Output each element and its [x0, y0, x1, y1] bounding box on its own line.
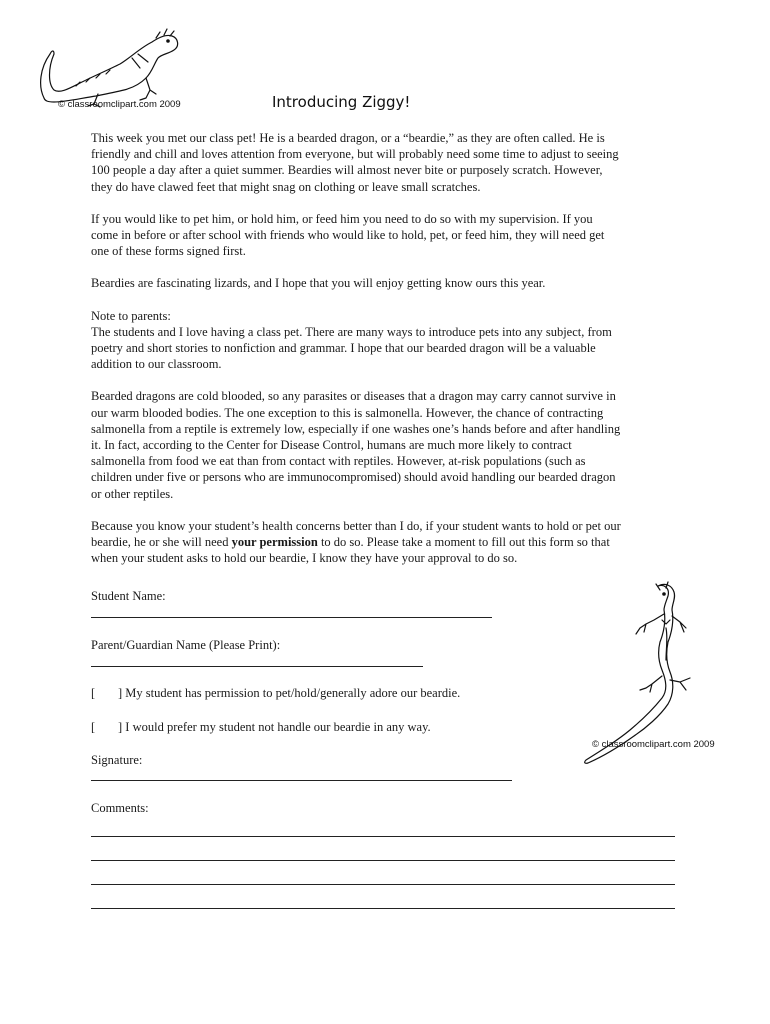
text-line: If you would like to pet him, or hold him, or feed him you need to do so with my supervision. If you: [91, 211, 593, 226]
parents-paragraph-3: [91, 518, 691, 567]
permission-option-allow[interactable]: [91, 686, 460, 701]
clipart-credit-top: © classroomclipart.com 2009: [58, 99, 181, 110]
student-name-field: [91, 588, 166, 604]
parent-name-label: Parent/Guardian Name (Please Print):: [91, 638, 281, 652]
intro-paragraph-1: [91, 130, 691, 195]
option-deny-label: ] I would prefer my student not handle our beardie in any way.: [118, 720, 431, 734]
parents-heading: Note to parents:: [91, 308, 171, 323]
option-allow-label: ] My student has permission to pet/hold/generally adore our beardie.: [118, 686, 461, 700]
permission-option-deny[interactable]: [91, 720, 431, 735]
parent-name-field: [91, 637, 280, 653]
text-line: This week you met our class pet! He is a bearded dragon, or a “beardie,” as they are often called. He is: [91, 131, 605, 145]
page-title: Introducing Ziggy!: [272, 93, 411, 111]
comments-line[interactable]: [91, 836, 675, 837]
comments-line[interactable]: [91, 860, 675, 861]
comments-line[interactable]: [91, 908, 675, 909]
text-line: friendly and chill and loves attention from everyone, but will probably need some time to adjust to seeing: [91, 147, 619, 162]
text-line: Because you know your student’s health concerns better than I do, if your student wants to hold or pet our: [91, 518, 621, 533]
text-line: poetry and short stories to nonfiction and grammar. I hope that our bearded dragon will be a valuable: [91, 341, 596, 356]
text-line: The students and I love having a class pet. There are many ways to introduce pets into any subject, from: [91, 324, 612, 339]
student-name-label: Student Name:: [91, 589, 166, 603]
bearded-dragon-illustration-top: [36, 28, 186, 110]
permission-emphasis: your permission: [231, 535, 318, 550]
parents-paragraph-2: [91, 388, 691, 501]
text-line: come in before or after school with friends who would like to hold, pet, or feed him, they will need get: [91, 228, 605, 243]
text-line: beardie, he or she will need: [91, 535, 232, 550]
text-line: children under five or persons who are immunocompromised) should avoid handling our bearded dragon: [91, 470, 616, 485]
parent-name-input-line[interactable]: [91, 666, 423, 667]
comments-field: [91, 800, 149, 816]
text-line: salmonella from a reptile is extremely low, especially if one washes one’s hands before and after handling: [91, 421, 621, 436]
intro-paragraph-3: Beardies are fascinating lizards, and I hope that you will enjoy getting know ours this year.: [91, 276, 546, 291]
letter-body: [91, 130, 691, 566]
parents-note: [91, 308, 691, 373]
text-line: addition to our classroom.: [91, 357, 222, 372]
text-line: one of these forms signed first.: [91, 244, 246, 259]
text-line: salmonella from food we eat than from contact with reptiles. However, at-risk populations (such as: [91, 454, 586, 469]
text-line: or other reptiles.: [91, 486, 174, 501]
text-line: 100 people a day after a quiet summer. Beardies will almost never bite or purposely scratch. However,: [91, 163, 603, 178]
signature-field: [91, 752, 142, 768]
checkbox-deny[interactable]: [: [91, 720, 96, 734]
text-line: our warm blooded bodies. The one exception to this is salmonella. However, the chance of contracting: [91, 405, 604, 420]
signature-label: Signature:: [91, 753, 143, 767]
signature-input-line[interactable]: [91, 780, 512, 781]
text-line: Bearded dragons are cold blooded, so any parasites or diseases that a dragon may carry cannot survive in: [91, 389, 616, 404]
clipart-credit-right: © classroomclipart.com 2009: [592, 739, 715, 750]
text-line: they do have clawed feet that might snag on clothing or leave small scratches.: [91, 179, 481, 194]
text-line: to do so. Please take a moment to fill out this form so that: [317, 535, 610, 550]
comments-label: Comments:: [91, 801, 149, 815]
comments-line[interactable]: [91, 884, 675, 885]
text-line: when your student asks to hold our beardie, I know they have your approval to do so.: [91, 551, 518, 566]
intro-paragraph-2: [91, 211, 691, 260]
text-line: it. In fact, according to the Center for Disease Control, humans are much more likely to contract: [91, 438, 572, 453]
checkbox-allow[interactable]: [: [91, 686, 96, 700]
student-name-input-line[interactable]: [91, 617, 492, 618]
